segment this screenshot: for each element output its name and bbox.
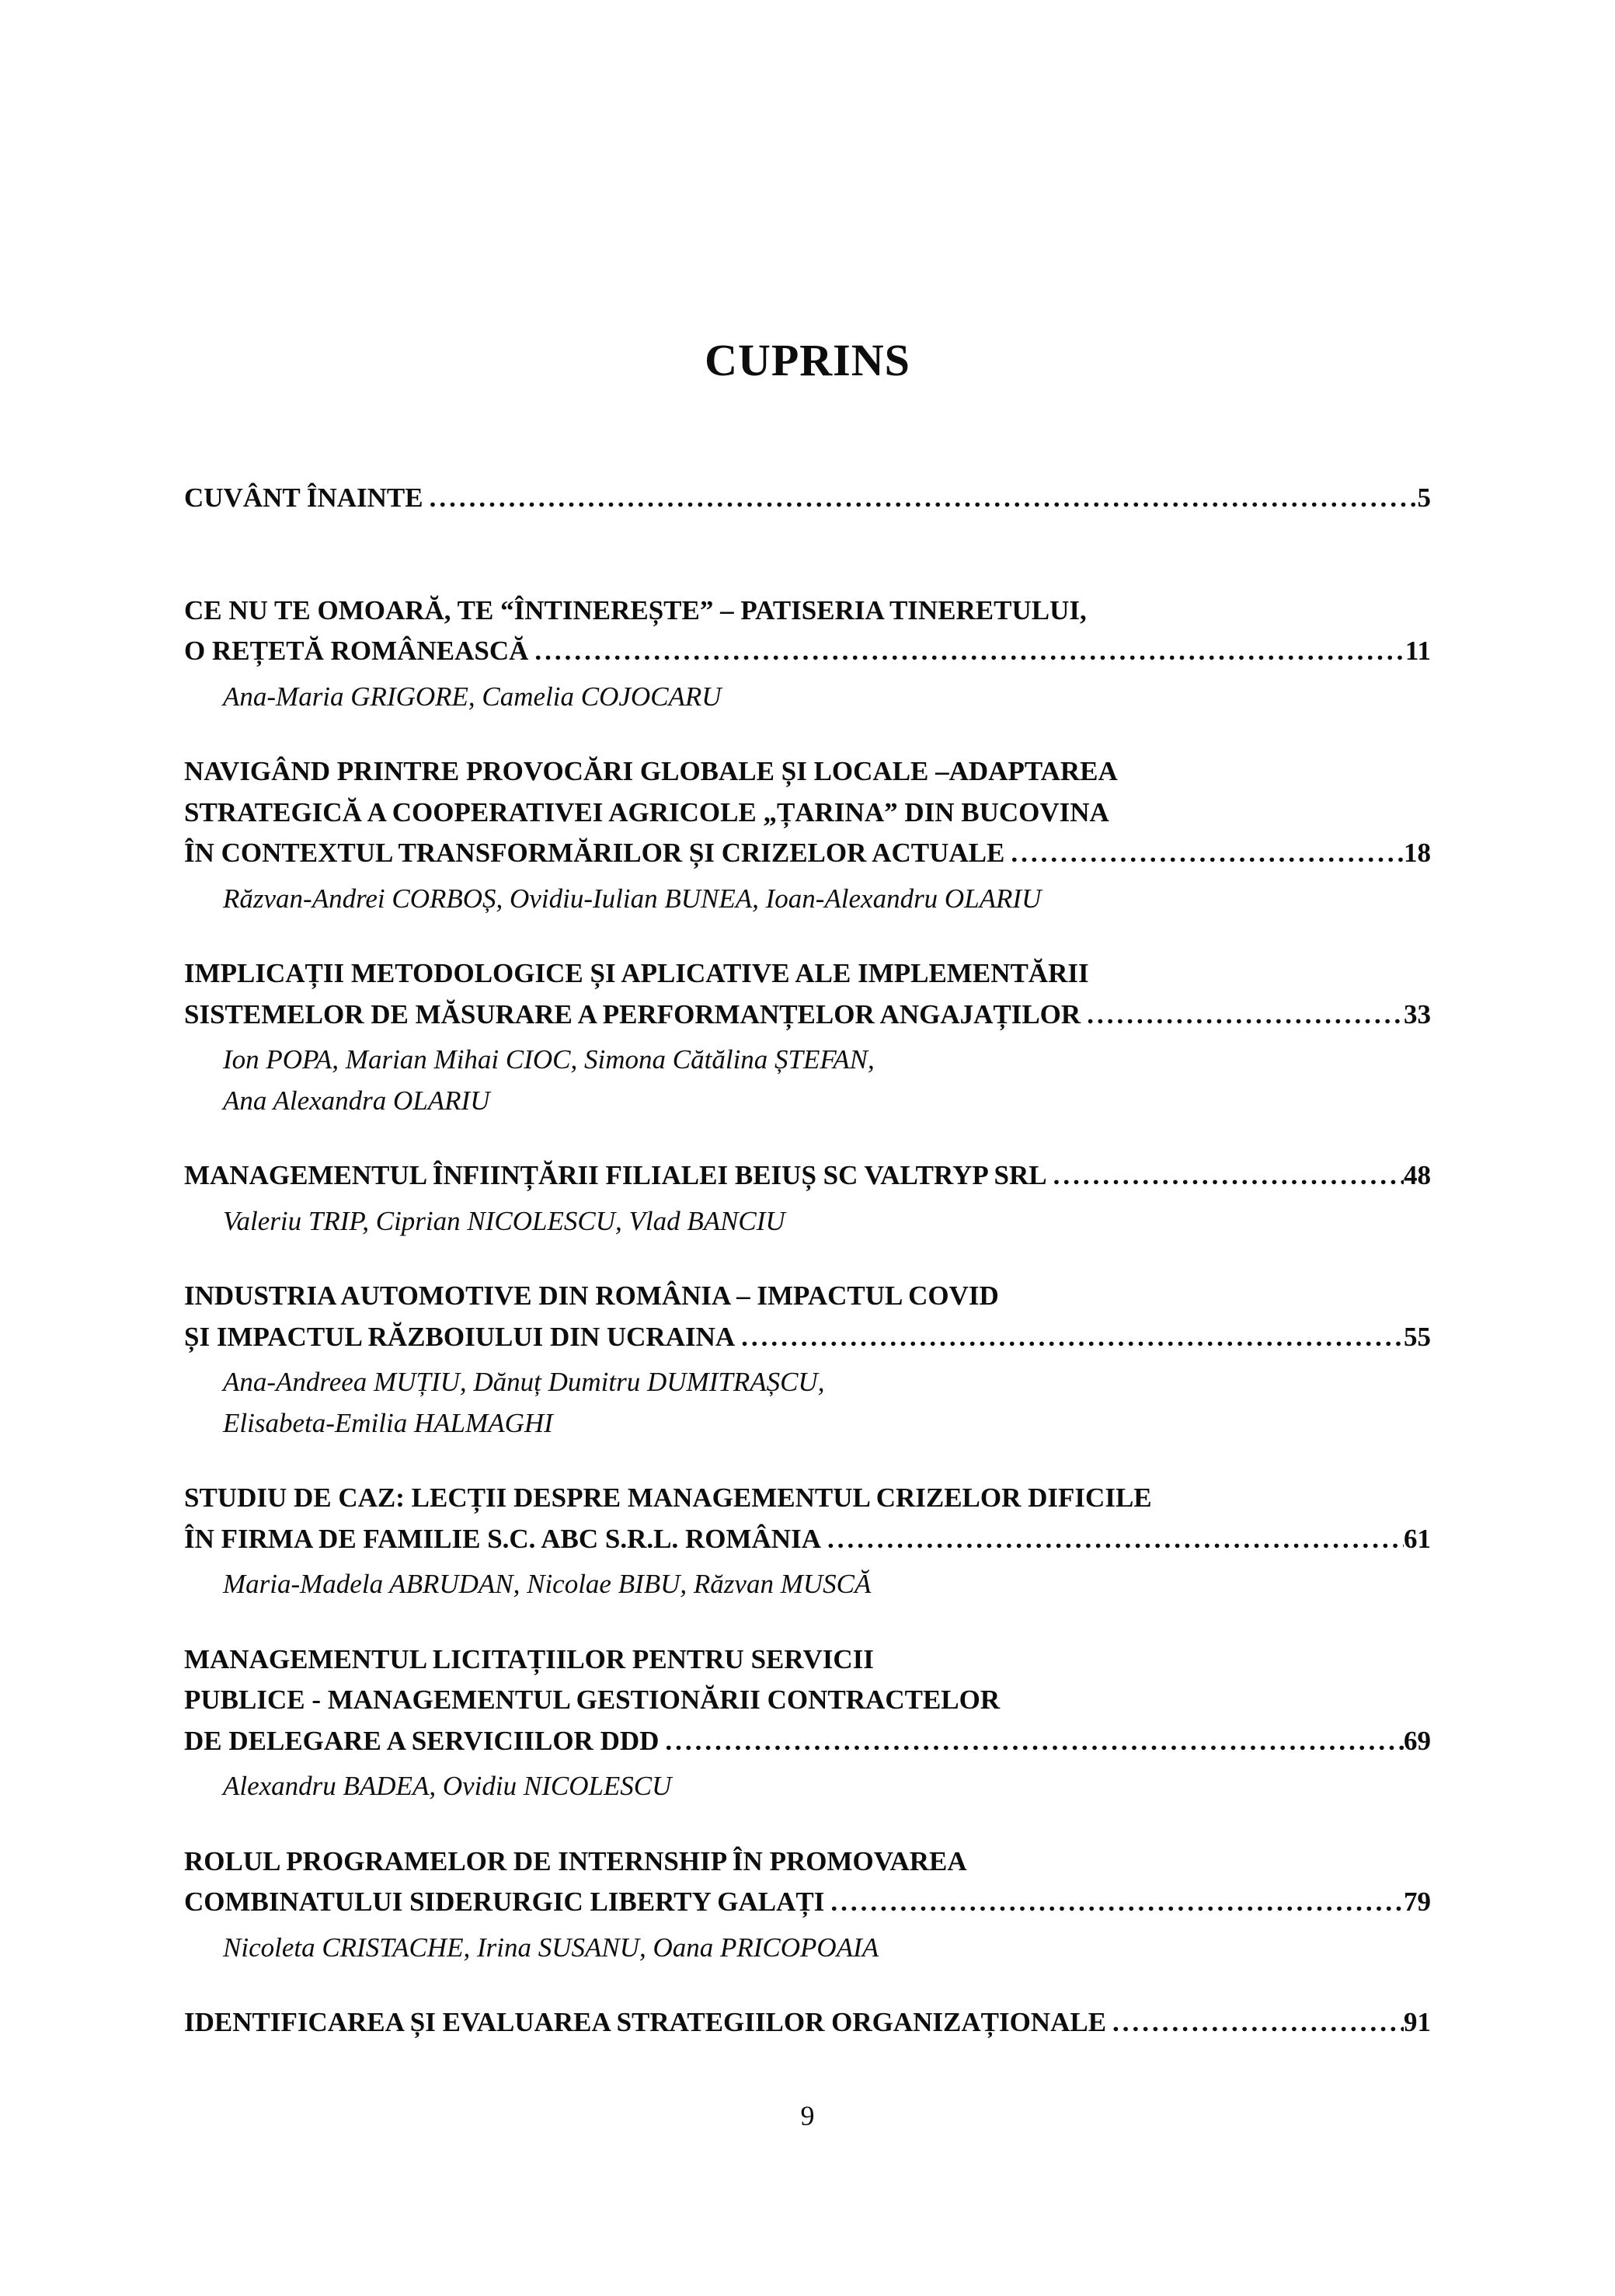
toc-entry: [184, 478, 1431, 519]
page-number: 9: [800, 2099, 815, 2131]
dotted-leader: [659, 1721, 1404, 1762]
toc-entry-page-number: 18: [1404, 838, 1431, 868]
toc-entry-title-text: SISTEMELOR DE MĂSURARE A PERFORMANȚELOR ANGAJAȚILOR: [184, 998, 1081, 1030]
toc-entries: [184, 478, 1431, 2043]
toc-entry-author-block: [184, 1928, 1431, 1969]
toc-entry-leader-line: [184, 1519, 1431, 1560]
toc-entry: [184, 1155, 1431, 1242]
dotted-leader: [824, 1882, 1404, 1923]
toc-entry-leader-line: [184, 1155, 1431, 1197]
toc-entry-title-text: COMBINATULUI SIDERURGIC LIBERTY GALAȚI: [184, 1887, 825, 1917]
toc-entry-page-number: 91: [1404, 2007, 1431, 2037]
toc-entry-page-number: 55: [1404, 1321, 1431, 1352]
toc-entry-leader-line: [184, 833, 1431, 874]
toc-entry-title: [184, 751, 1431, 874]
toc-entry-page-number: 5: [1417, 483, 1431, 513]
toc-entry-title: [184, 1639, 1431, 1762]
toc-entry-author-line: Ana-Maria GRIGORE, Camelia COJOCARU: [223, 681, 722, 712]
toc-entry-title: [184, 1841, 1431, 1923]
toc-entry-author-line: Alexandru BADEA, Ovidiu NICOLESCU: [223, 1771, 672, 1801]
toc-entry-title-line: PUBLICE - MANAGEMENTUL GESTIONĂRII CONTRACTELOR: [184, 1685, 1001, 1715]
toc-entry: [184, 591, 1431, 718]
toc-entry-title-line: CE NU TE OMOARĂ, TE “ÎNTINEREȘTE” – PATISERIA TINERETULUI,: [184, 594, 1087, 625]
toc-entry-page-number: 11: [1404, 636, 1431, 666]
toc-entry-title: [184, 1478, 1431, 1559]
dotted-leader: [821, 1519, 1404, 1560]
dotted-leader: [1047, 1155, 1404, 1197]
toc-entry-title: [184, 478, 1431, 519]
toc-entry-leader-line: [184, 1882, 1431, 1923]
toc-entry-title-line: STRATEGICĂ A COOPERATIVEI AGRICOLE „ȚARINA” DIN BUCOVINA: [184, 796, 1109, 827]
dotted-leader: [528, 631, 1405, 672]
toc-entry-title-text: IDENTIFICAREA ȘI EVALUAREA STRATEGIILOR ORGANIZAȚIONALE: [184, 2007, 1107, 2037]
toc-entry-author-line: Elisabeta-Emilia HALMAGHI: [223, 1407, 553, 1438]
dotted-leader: [1106, 2002, 1404, 2043]
toc-title: CUPRINS: [705, 335, 910, 385]
toc-entry-page-number: 48: [1404, 1160, 1431, 1190]
dotted-leader: [423, 478, 1418, 519]
toc-entry-title-line: MANAGEMENTUL LICITAȚIILOR PENTRU SERVICII: [184, 1643, 874, 1674]
toc-entry-title-text: O REȚETĂ ROMÂNEASCĂ: [184, 636, 529, 666]
toc-entry-author-block: [184, 1201, 1431, 1242]
toc-entry-page-number: 79: [1404, 1887, 1431, 1917]
toc-entry-author-line: Valeriu TRIP, Ciprian NICOLESCU, Vlad BANCIU: [223, 1205, 785, 1236]
toc-entry-title-text: DE DELEGARE A SERVICIILOR DDD: [184, 1725, 660, 1756]
toc-entry: [184, 2002, 1431, 2043]
toc-entry-leader-line: [184, 995, 1431, 1036]
toc-entry-author-line: Maria-Madela ABRUDAN, Nicolae BIBU, Răzvan MUSCĂ: [223, 1569, 872, 1599]
toc-entry: [184, 1841, 1431, 1969]
toc-entry-title: [184, 2002, 1431, 2043]
toc-entry-page-number: 33: [1404, 998, 1431, 1030]
toc-entry-title: [184, 1276, 1431, 1357]
toc-entry-title: [184, 1155, 1431, 1197]
toc-entry-title-line: NAVIGÂND PRINTRE PROVOCĂRI GLOBALE ȘI LOCALE –ADAPTAREA: [184, 756, 1118, 786]
toc-entry-author-line: Ion POPA, Marian Mihai CIOC, Simona Cătălina ȘTEFAN,: [223, 1044, 875, 1075]
toc-entry-leader-line: [184, 631, 1431, 672]
toc-entry-leader-line: [184, 2002, 1431, 2043]
dotted-leader: [735, 1317, 1404, 1358]
toc-entry: [184, 1276, 1431, 1444]
toc-entry-title-line: IMPLICAȚII METODOLOGICE ȘI APLICATIVE ALE IMPLEMENTĂRII: [184, 958, 1089, 988]
toc-entry-author-block: [184, 1766, 1431, 1807]
toc-entry-title-text: ÎN CONTEXTUL TRANSFORMĂRILOR ȘI CRIZELOR ACTUALE: [184, 838, 1005, 868]
toc-entry-title-line: STUDIU DE CAZ: LECȚII DESPRE MANAGEMENTUL CRIZELOR DIFICILE: [184, 1482, 1152, 1513]
toc-entry: [184, 1478, 1431, 1605]
dotted-leader: [1081, 995, 1404, 1036]
toc-entry-title-text: MANAGEMENTUL ÎNFIINȚĂRII FILIALEI BEIUȘ SC VALTRYP SRL: [184, 1160, 1047, 1190]
toc-entry-title-text: CUVÂNT ÎNAINTE: [184, 483, 423, 513]
toc-entry-page-number: 69: [1404, 1725, 1431, 1756]
toc-entry-author-line: Ana Alexandra OLARIU: [223, 1085, 490, 1116]
toc-entry-author-line: Nicoleta CRISTACHE, Irina SUSANU, Oana PRICOPOAIA: [223, 1932, 879, 1963]
toc-entry-leader-line: [184, 1721, 1431, 1762]
toc-entry-title-text: ȘI IMPACTUL RĂZBOIULUI DIN UCRAINA: [184, 1321, 736, 1352]
toc-entry-leader-line: [184, 1317, 1431, 1358]
toc-entry-author-line: Ana-Andreea MUȚIU, Dănuț Dumitru DUMITRAȘCU,: [223, 1367, 825, 1397]
toc-entry-title-line: INDUSTRIA AUTOMOTIVE DIN ROMÂNIA – IMPACTUL COVID: [184, 1280, 999, 1311]
dotted-leader: [1004, 833, 1404, 874]
toc-entry: [184, 751, 1431, 919]
toc-entry: [184, 953, 1431, 1121]
toc-entry-author-block: [184, 1564, 1431, 1605]
toc-entry-page-number: 61: [1404, 1523, 1431, 1554]
toc-entry-author-block: [184, 879, 1431, 920]
toc-entry-author-block: [184, 677, 1431, 718]
toc-entry-title-text: ÎN FIRMA DE FAMILIE S.C. ABC S.R.L. ROMÂNIA: [184, 1523, 821, 1554]
toc-entry-author-block: [184, 1362, 1431, 1444]
toc-entry-title: [184, 591, 1431, 672]
toc-entry-author-line: Răzvan-Andrei CORBOȘ, Ovidiu-Iulian BUNEA, Ioan-Alexandru OLARIU: [223, 883, 1042, 914]
toc-entry-leader-line: [184, 478, 1431, 519]
toc-entry-title-line: ROLUL PROGRAMELOR DE INTERNSHIP ÎN PROMOVAREA: [184, 1845, 967, 1876]
toc-entry-title: [184, 953, 1431, 1035]
toc-entry-author-block: [184, 1040, 1431, 1121]
toc-entry: [184, 1639, 1431, 1807]
